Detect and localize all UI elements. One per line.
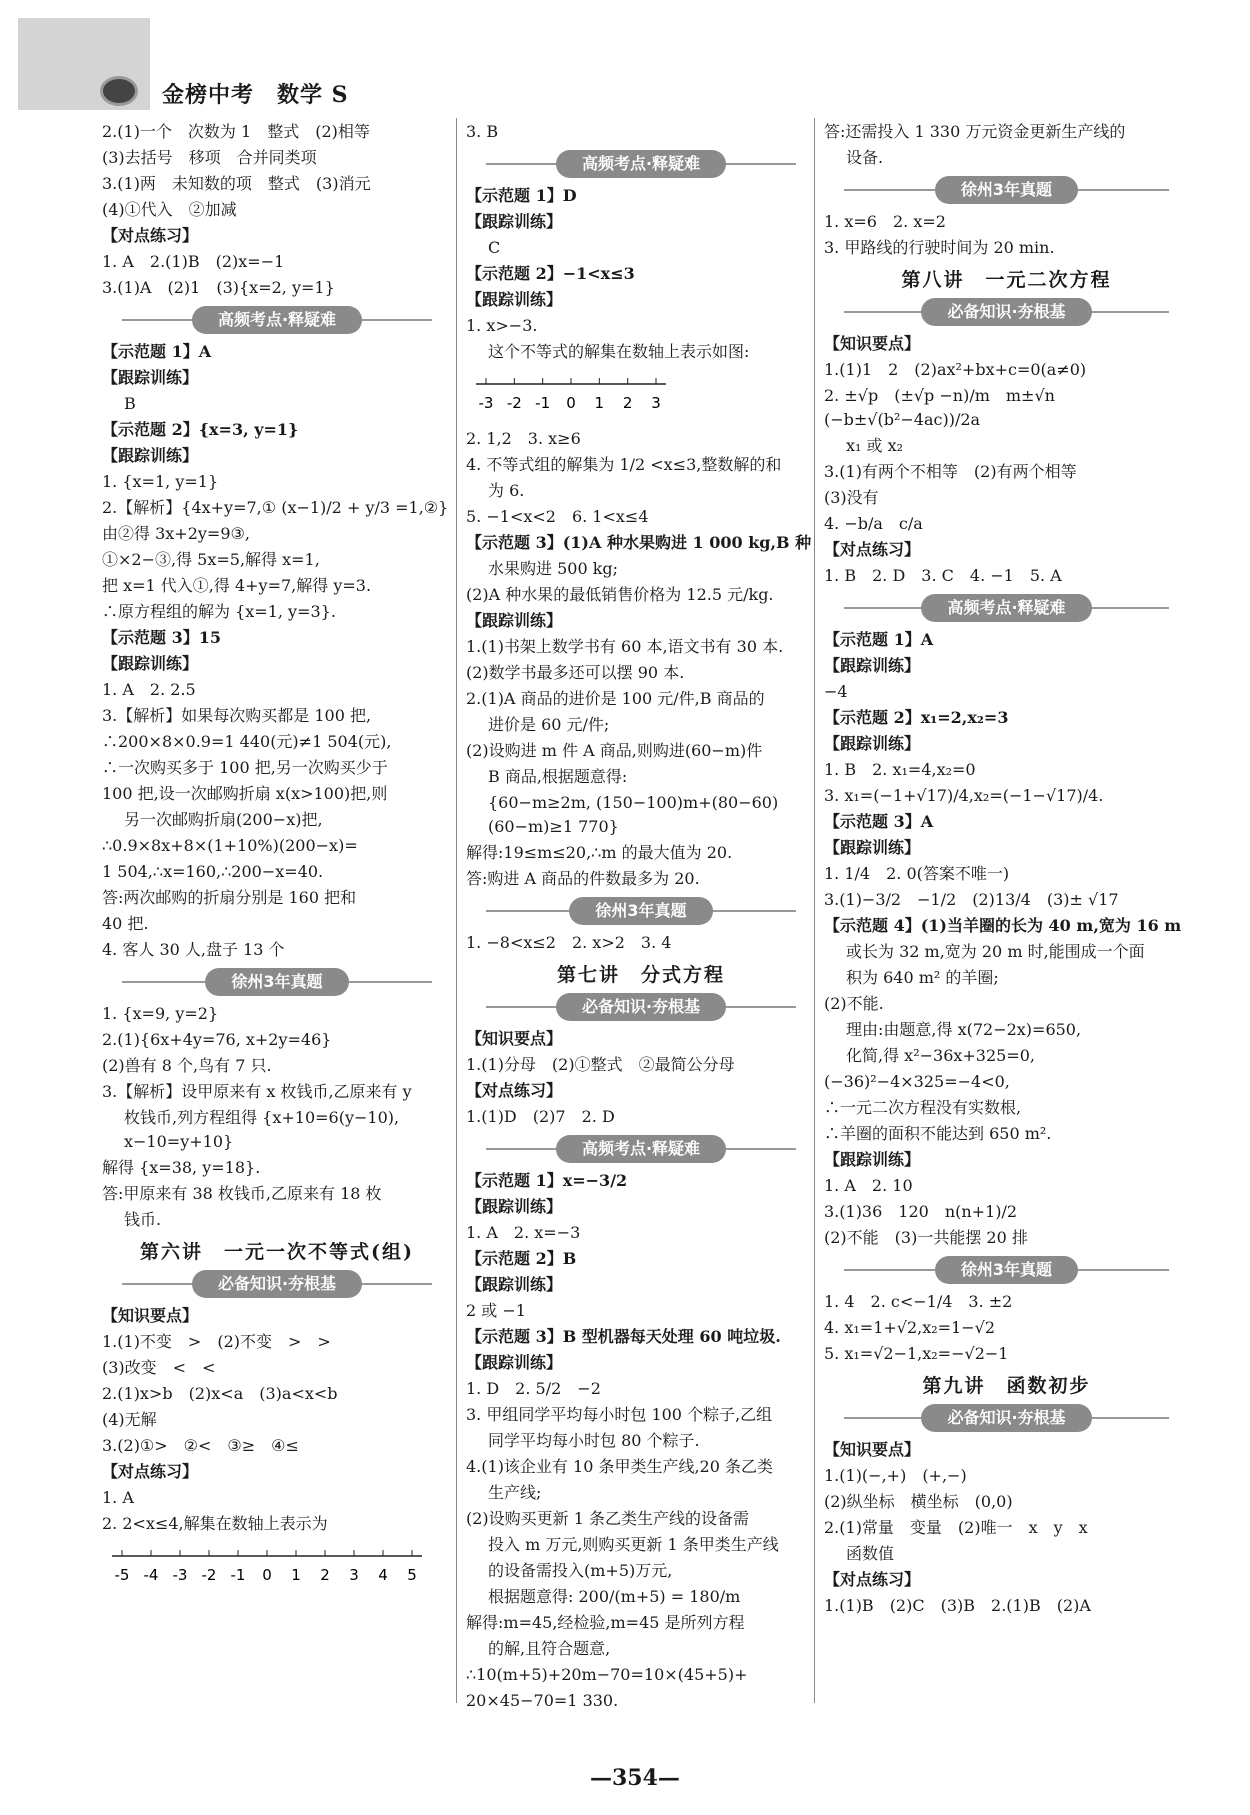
answer-line: 【示范题 1】A <box>102 342 212 361</box>
answer-line: 【跟踪训练】 <box>102 654 199 673</box>
answer-line: 【示范题 3】(1)A 种水果购进 1 000 kg,B 种 <box>466 533 812 552</box>
number-line-label: 0 <box>566 394 576 412</box>
answer-line: ∴一次购买多于 100 把,另一次购买少于 <box>102 758 388 777</box>
answer-line: 【跟踪训练】 <box>466 1197 563 1216</box>
answer-line: 40 把. <box>102 914 149 933</box>
answer-column-3 <box>824 118 1189 1620</box>
answer-line: 【对点练习】 <box>824 540 921 559</box>
answer-line: 【跟踪训练】 <box>824 1150 921 1169</box>
section-ribbon <box>466 991 816 1023</box>
answer-line: (2)不能 (3)一共能摆 20 排 <box>824 1228 1028 1247</box>
answer-line: 【示范题 3】A <box>824 812 934 831</box>
answer-line: −4 <box>824 682 848 701</box>
answer-line: 1. −8<x≤2 2. x>2 3. 4 <box>466 933 672 952</box>
number-line-label: -1 <box>230 1566 246 1584</box>
answer-line: (−36)²−4×325=−4<0, <box>824 1072 1010 1091</box>
answer-line: 3.(1)36 120 n(n+1)/2 <box>824 1202 1018 1221</box>
answer-line: ∴10(m+5)+20m−70=10×(45+5)+ <box>466 1665 748 1684</box>
answer-line: 解得:m=45,经检验,m=45 是所列方程 <box>466 1613 745 1632</box>
answer-line: 【示范题 3】B 型机器每天处理 60 吨垃圾. <box>466 1327 781 1346</box>
answer-line: 3. B <box>466 122 499 141</box>
answer-line: (2)设购买更新 1 条乙类生产线的设备需 <box>466 1509 750 1528</box>
answer-line: 3.(1)有两个不相等 (2)有两个相等 <box>824 462 1077 481</box>
answer-line: 1.(1)D (2)7 2. D <box>466 1107 615 1126</box>
answer-line: 答:购进 A 商品的件数最多为 20. <box>466 869 700 888</box>
answer-line: {60−m≥2m, (150−100)m+(80−60)(60−m)≥1 770} <box>488 793 779 836</box>
number-line-label: -3 <box>478 394 494 412</box>
answer-line: 1. {x=1, y=1} <box>102 472 219 491</box>
section-ribbon-label: 必备知识·夯根基 <box>556 993 726 1021</box>
number-line-label: -5 <box>114 1566 130 1584</box>
answer-line: 根据题意得: 200/(m+5) = 180/m <box>488 1587 741 1606</box>
number-line-label: 1 <box>594 394 605 412</box>
number-line-label: 5 <box>407 1566 417 1584</box>
answer-line: 1.(1)不变 > (2)不变 > > <box>102 1332 331 1351</box>
answer-line: 【示范题 3】15 <box>102 628 221 647</box>
answer-line: 3.【解析】如果每次购买都是 100 把, <box>102 706 372 725</box>
answer-line: 2.(1)常量 变量 (2)唯一 x y x <box>824 1518 1088 1537</box>
section-ribbon-label: 徐州3年真题 <box>935 1256 1078 1284</box>
book-title: 金榜中考 数学 S <box>162 82 349 108</box>
section-ribbon <box>102 1268 452 1300</box>
section-ribbon <box>466 895 816 927</box>
answer-line: 【跟踪训练】 <box>466 1275 563 1294</box>
answer-line: 【知识要点】 <box>466 1029 563 1048</box>
number-line-label: -2 <box>506 394 522 412</box>
section-ribbon-label: 徐州3年真题 <box>935 176 1078 204</box>
answer-line: 理由:由题意,得 x(72−2x)=650, <box>846 1020 1082 1039</box>
answer-line: 答:还需投入 1 330 万元资金更新生产线的 <box>824 122 1126 141</box>
number-line-label: 2 <box>320 1566 330 1584</box>
answer-line: 函数值 <box>846 1544 895 1563</box>
answer-line: (4)无解 <box>102 1410 157 1429</box>
answer-line: 【跟踪训练】 <box>824 656 921 675</box>
answer-line: 投入 m 万元,则购买更新 1 条甲类生产线 <box>488 1535 779 1554</box>
answer-line: 答:甲原来有 38 枚钱币,乙原来有 18 枚 <box>102 1184 382 1203</box>
answer-line: 2. 1,2 3. x≥6 <box>466 429 581 448</box>
answer-line: 解得 {x=38, y=18}. <box>102 1158 261 1177</box>
answer-line: ∴羊圈的面积不能达到 650 m². <box>824 1124 1052 1143</box>
answer-line: (2)兽有 8 个,鸟有 7 只. <box>102 1056 272 1075</box>
section-ribbon <box>102 966 452 998</box>
answer-line: ∴原方程组的解为 {x=1, y=3}. <box>102 602 336 621</box>
section-ribbon <box>102 304 452 336</box>
number-line-label: 4 <box>378 1566 388 1584</box>
answer-line: 【跟踪训练】 <box>102 446 199 465</box>
number-line-label: 3 <box>651 394 661 412</box>
answer-line: 【跟踪训练】 <box>824 838 921 857</box>
answer-line: ∴一元二次方程没有实数根, <box>824 1098 1022 1117</box>
answer-line: 积为 640 m² 的羊圈; <box>846 968 999 987</box>
answer-line: 【跟踪训练】 <box>102 368 199 387</box>
answer-line: 1.(1)(−,+) (+,−) <box>824 1466 967 1485</box>
answer-line: 另一次邮购折扇(200−x)把, <box>124 810 323 829</box>
answer-line: 【示范题 1】x=−3/2 <box>466 1171 628 1190</box>
answer-line: 5. −1<x<2 6. 1<x≤4 <box>466 507 649 526</box>
number-line-label: -3 <box>172 1566 188 1584</box>
answer-line: 【对点练习】 <box>466 1081 563 1100</box>
answer-line: 3. 甲路线的行驶时间为 20 min. <box>824 238 1055 257</box>
answer-line: 1. x=6 2. x=2 <box>824 212 946 231</box>
answer-line: 【对点练习】 <box>824 1570 921 1589</box>
answer-line: 水果购进 500 kg; <box>488 559 619 578</box>
answer-line: 4. −b/a c/a <box>824 514 923 533</box>
answer-line: 【示范题 1】A <box>824 630 934 649</box>
number-line-1 <box>466 366 676 418</box>
answer-line: 【跟踪训练】 <box>466 611 563 630</box>
answer-line: 4. 客人 30 人,盘子 13 个 <box>102 940 285 959</box>
answer-line: 2.(1)一个 次数为 1 整式 (2)相等 <box>102 122 370 141</box>
answer-line: (3)改变 < < <box>102 1358 216 1377</box>
section-ribbon-label: 高频考点·释疑难 <box>921 594 1091 622</box>
number-line-label: -2 <box>201 1566 217 1584</box>
answer-line: (2)纵坐标 横坐标 (0,0) <box>824 1492 1013 1511</box>
answer-line: C <box>488 238 501 257</box>
answer-column-1 <box>102 118 452 1597</box>
number-line-label: 3 <box>349 1566 359 1584</box>
answer-line: 2 或 −1 <box>466 1301 526 1320</box>
number-line-label: -1 <box>535 394 551 412</box>
answer-line: 【示范题 2】−1<x≤3 <box>466 264 635 283</box>
answer-line: 3.(1)−3/2 −1/2 (2)13/4 (3)± √17 <box>824 890 1119 909</box>
answer-line: (3)没有 <box>824 488 879 507</box>
section-ribbon <box>824 592 1189 624</box>
answer-line: 【跟踪训练】 <box>466 212 563 231</box>
answer-line: 1. D 2. 5/2 −2 <box>466 1379 601 1398</box>
answer-line: 2. 2<x≤4,解集在数轴上表示为 <box>102 1514 328 1533</box>
answer-line: 生产线; <box>488 1483 542 1502</box>
section-ribbon-label: 必备知识·夯根基 <box>921 298 1091 326</box>
answer-line: 【对点练习】 <box>102 1462 199 1481</box>
book-logo-icon <box>100 76 138 106</box>
answer-line: 1. A 2. 2.5 <box>102 680 196 699</box>
answer-line: B 商品,根据题意得: <box>488 767 628 786</box>
answer-line: 为 6. <box>488 481 525 500</box>
section-ribbon-label: 必备知识·夯根基 <box>921 1404 1091 1432</box>
page-number: —354— <box>590 1765 680 1791</box>
answer-line: 同学平均每小时包 80 个粽子. <box>488 1431 700 1450</box>
answer-line: 【知识要点】 <box>824 334 921 353</box>
section-ribbon <box>824 1254 1189 1286</box>
answer-line: 1.(1)分母 (2)①整式 ②最简公分母 <box>466 1055 735 1074</box>
section-ribbon-label: 必备知识·夯根基 <box>192 1270 362 1298</box>
answer-line: 5. x₁=√2−1,x₂=−√2−1 <box>824 1344 1009 1363</box>
answer-line: 2.(1)A 商品的进价是 100 元/件,B 商品的 <box>466 689 765 708</box>
answer-line: (4)①代入 ②加减 <box>102 200 237 219</box>
answer-line: 钱币. <box>124 1210 162 1229</box>
section-ribbon <box>466 148 816 180</box>
answer-line: 1.(1)书架上数学书有 60 本,语文书有 30 本. <box>466 637 784 656</box>
answer-line: 的解,且符合题意, <box>488 1639 611 1658</box>
answer-line: 1. A <box>102 1488 134 1507</box>
answer-line: 3. x₁=(−1+√17)/4,x₂=(−1−√17)/4. <box>824 786 1104 805</box>
answer-column-2 <box>466 118 816 1715</box>
answer-line: 1.(1)1 2 (2)ax²+bx+c=0(a≠0) <box>824 360 1087 379</box>
answer-line: 解得:19≤m≤20,∴m 的最大值为 20. <box>466 843 733 862</box>
answer-line: 1. B 2. x₁=4,x₂=0 <box>824 760 976 779</box>
answer-line: 4. 不等式组的解集为 1/2 <x≤3,整数解的和 <box>466 455 782 474</box>
answer-line: 【跟踪训练】 <box>824 734 921 753</box>
section-ribbon <box>824 1402 1189 1434</box>
section-ribbon <box>824 296 1189 328</box>
section-ribbon-label: 徐州3年真题 <box>205 968 348 996</box>
number-line-label: 0 <box>262 1566 272 1584</box>
answer-line: 2.(1){6x+4y=76, x+2y=46} <box>102 1030 332 1049</box>
answer-line: 1. 1/4 2. 0(答案不唯一) <box>824 864 1010 883</box>
answer-line: 【对点练习】 <box>102 226 199 245</box>
answer-line: 1. {x=9, y=2} <box>102 1004 219 1023</box>
answer-line: 2.(1)x>b (2)x<a (3)a<x<b <box>102 1384 338 1403</box>
answer-line: 2. ±√p (±√p −n)/m m±√n (−b±√(b²−4ac))/2a <box>824 386 1071 429</box>
answer-line: 【跟踪训练】 <box>466 1353 563 1372</box>
chapter-heading: 第八讲 一元二次方程 <box>901 269 1112 291</box>
number-line-label: 2 <box>622 394 633 412</box>
chapter-heading: 第六讲 一元一次不等式(组) <box>140 1241 414 1263</box>
answer-line: 进价是 60 元/件; <box>488 715 610 734</box>
answer-line: 1. A 2. 10 <box>824 1176 913 1195</box>
answer-line: 化简,得 x²−36x+325=0, <box>846 1046 1036 1065</box>
answer-line: 【跟踪训练】 <box>466 290 563 309</box>
answer-line: 3. 甲组同学平均每小时包 100 个粽子,乙组 <box>466 1405 773 1424</box>
answer-line: 3.(2)①> ②< ③≥ ④≤ <box>102 1436 299 1455</box>
answer-line: 【知识要点】 <box>824 1440 921 1459</box>
answer-line: 3.(1)两 未知数的项 整式 (3)消元 <box>102 174 371 193</box>
answer-line: 答:两次邮购的折扇分别是 160 把和 <box>102 888 357 907</box>
answer-line: (2)A 种水果的最低销售价格为 12.5 元/kg. <box>466 585 774 604</box>
answer-line: ①×2−③,得 5x=5,解得 x=1, <box>102 550 320 569</box>
answer-line: 的设备需投入(m+5)万元, <box>488 1561 673 1580</box>
answer-line: (3)去括号 移项 合并同类项 <box>102 148 317 167</box>
chapter-heading: 第七讲 分式方程 <box>556 964 725 986</box>
answer-line: 100 把,设一次邮购折扇 x(x>100)把,则 <box>102 784 388 803</box>
answer-line: B <box>124 394 136 413</box>
answer-line: 20×45−70=1 330. <box>466 1691 619 1710</box>
number-line-label: 1 <box>291 1566 301 1584</box>
answer-line: 设备. <box>846 148 884 167</box>
section-ribbon <box>824 174 1189 206</box>
answer-line: (2)不能. <box>824 994 884 1013</box>
answer-line: 或长为 32 m,宽为 20 m 时,能围成一个面 <box>846 942 1145 961</box>
answer-line: 【知识要点】 <box>102 1306 199 1325</box>
answer-line: 由②得 3x+2y=9③, <box>102 524 250 543</box>
section-ribbon-label: 高频考点·释疑难 <box>556 150 726 178</box>
answer-line: (2)数学书最多还可以摆 90 本. <box>466 663 685 682</box>
answer-line: 【示范题 1】D <box>466 186 577 205</box>
answer-line: 这个不等式的解集在数轴上表示如图: <box>488 342 750 361</box>
number-line-label: -4 <box>143 1566 159 1584</box>
answer-line: 3.(1)A (2)1 (3){x=2, y=1} <box>102 278 335 297</box>
answer-line: 4.(1)该企业有 10 条甲类生产线,20 条乙类 <box>466 1457 773 1476</box>
answer-line: 【示范题 2】B <box>466 1249 577 1268</box>
answer-line: 3.【解析】设甲原来有 x 枚钱币,乙原来有 y <box>102 1082 412 1101</box>
answer-line: 1 504,∴x=160,∴200−x=40. <box>102 862 324 881</box>
chapter-heading: 第九讲 函数初步 <box>922 1375 1091 1397</box>
answer-line: 2.【解析】{4x+y=7,① (x−1)/2 + y/3 =1,②} <box>102 498 449 517</box>
section-ribbon-label: 徐州3年真题 <box>569 897 712 925</box>
answer-line: 1. B 2. D 3. C 4. −1 5. A <box>824 566 1062 585</box>
answer-line: 1. A 2.(1)B (2)x=−1 <box>102 252 285 271</box>
answer-line: 1.(1)B (2)C (3)B 2.(1)B (2)A <box>824 1596 1091 1615</box>
answer-line: 1. A 2. x=−3 <box>466 1223 581 1242</box>
answer-line: 枚钱币,列方程组得 {x+10=6(y−10), x−10=y+10} <box>124 1108 400 1151</box>
answer-line: 【示范题 2】{x=3, y=1} <box>102 420 299 439</box>
answer-line: x₁ 或 x₂ <box>846 436 904 455</box>
answer-line: 把 x=1 代入①,得 4+y=7,解得 y=3. <box>102 576 372 595</box>
answer-line: 4. x₁=1+√2,x₂=1−√2 <box>824 1318 996 1337</box>
section-ribbon-label: 高频考点·释疑难 <box>556 1135 726 1163</box>
answer-line: 【示范题 4】(1)当羊圈的长为 40 m,宽为 16 m <box>824 916 1182 935</box>
answer-line: ∴200×8×0.9=1 440(元)≠1 504(元), <box>102 732 392 751</box>
answer-line: ∴0.9×8x+8×(1+10%)(200−x)= <box>102 836 358 855</box>
column-divider <box>456 118 457 1703</box>
answer-line: 【示范题 2】x₁=2,x₂=3 <box>824 708 1009 727</box>
section-ribbon <box>466 1133 816 1165</box>
answer-line: 1. 4 2. c<−1/4 3. ±2 <box>824 1292 1013 1311</box>
answer-line: 1. x>−3. <box>466 316 538 335</box>
number-line-2 <box>102 1538 432 1590</box>
answer-line: (2)设购进 m 件 A 商品,则购进(60−m)件 <box>466 741 763 760</box>
section-ribbon-label: 高频考点·释疑难 <box>192 306 362 334</box>
